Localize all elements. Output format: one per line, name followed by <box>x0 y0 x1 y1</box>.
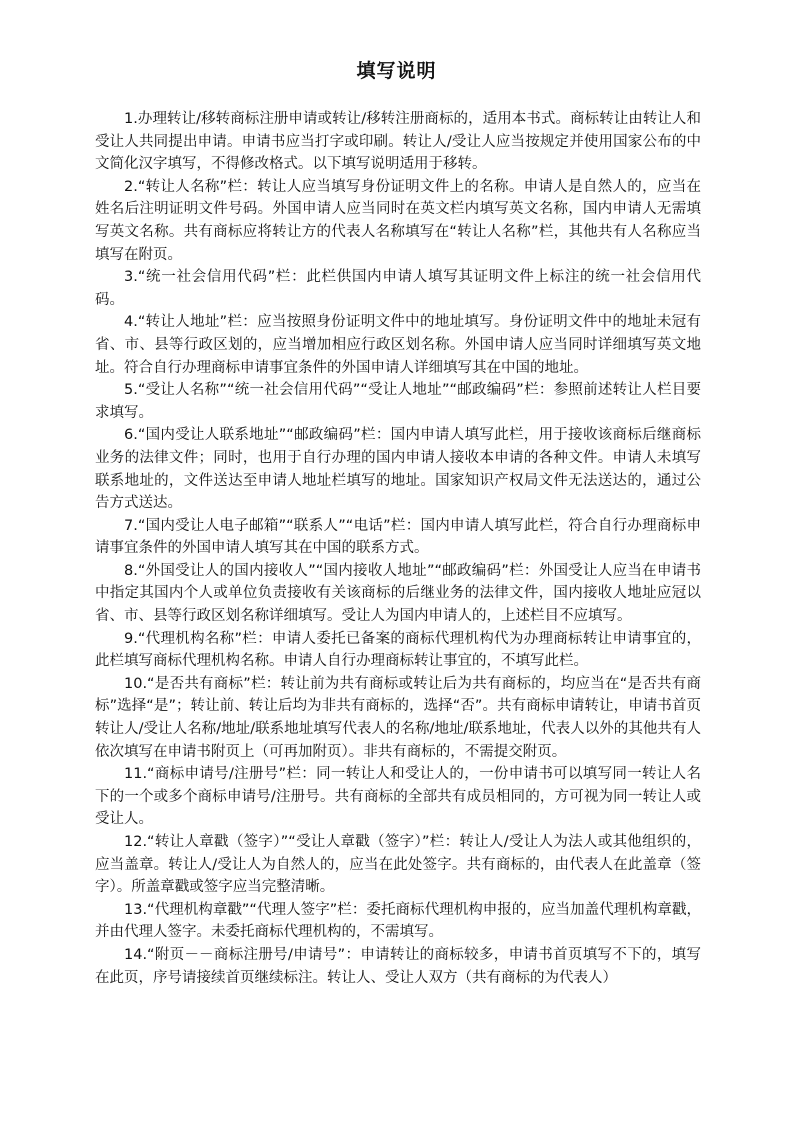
instruction-paragraph-9: 9.“代理机构名称”栏：申请人委托已备案的商标代理机构代为办理商标转让申请事宜的，此栏填写商标代理机构名称。申请人自行办理商标转让事宜的，不填写此栏。 <box>95 630 701 670</box>
instruction-paragraph-1: 1.办理转让/移转商标注册申请或转让/移转注册商标的，适用本书式。商标转让由转让人和受让人共同提出申请。申请书应当打字或印刷。转让人/受让人应当按规定并使用国家公布的中文简化汉字填写，不得修改格式。以下填写说明适用于移转。 <box>95 111 701 173</box>
instruction-paragraph-5: 5.“受让人名称”“统一社会信用代码”“受让人地址”“邮政编码”栏：参照前述转让人栏目要求填写。 <box>95 382 701 421</box>
instruction-paragraph-8: 8.“外国受让人的国内接收人”“国内接收人地址”“邮政编码”栏：外国受让人应当在申请书中指定其国内个人或单位负责接收有关该商标的后继业务的法律文件，国内接收人地址应冠以省、市、县等行政区划名称详细填写。受让人为国内申请人的，上述栏目不应填写。 <box>95 562 701 625</box>
instruction-paragraph-10: 10.“是否共有商标”栏：转让前为共有商标或转让后为共有商标的，均应当在“是否共有商标”选择“是”；转让前、转让后均为非共有商标的，选择“否”。共有商标申请转让，申请书首页转让人/受让人名称/地址/联系地址填写代表人的名称/地址/联系地址，代表人以外的其他共有人依次填写在申请书附页上（可再加附页）。非共有商标的，不需提交附页。 <box>95 675 701 760</box>
instruction-paragraph-2: 2.“转让人名称”栏：转让人应当填写身份证明文件上的名称。申请人是自然人的，应当在姓名后注明证明文件号码。外国申请人应当同时在英文栏内填写英文名称，国内申请人无需填写英文名称。共有商标应将转让方的代表人名称填写在“转让人名称”栏，其他共有人名称应当填写在附页。 <box>95 178 701 263</box>
instruction-paragraph-3: 3.“统一社会信用代码”栏：此栏供国内申请人填写其证明文件上标注的统一社会信用代码。 <box>95 269 701 308</box>
instructions-body <box>95 108 701 989</box>
instruction-paragraph-13: 13.“代理机构章戳”“代理人签字”栏：委托商标代理机构申报的，应当加盖代理机构章戳，并由代理人签字。未委托商标代理机构的，不需填写。 <box>95 901 701 941</box>
instruction-paragraph-11: 11.“商标申请号/注册号”栏：同一转让人和受让人的，一份申请书可以填写同一转让人名下的一个或多个商标申请号/注册号。共有商标的全部共有成员相同的，方可视为同一转让人或受让人。 <box>95 766 701 828</box>
instruction-paragraph-6: 6.“国内受让人联系地址”“邮政编码”栏：国内申请人填写此栏，用于接收该商标后继商标业务的法律文件；同时，也用于自行办理的国内申请人接收本申请的各种文件。申请人未填写联系地址的，文件送达至申请人地址栏填写的地址。国家知识产权局文件无法送达的，通过公告方式送达。 <box>95 427 701 512</box>
instruction-paragraph-12: 12.“转让人章戳（签字）”“受让人章戳（签字）”栏：转让人/受让人为法人或其他组织的，应当盖章。转让人/受让人为自然人的，应当在此处签字。共有商标的，由代表人在此盖章（签字）。所盖章戳或签字应当完整清晰。 <box>95 834 701 896</box>
instruction-paragraph-7: 7.“国内受让人电子邮箱”“联系人”“电话”栏：国内申请人填写此栏，符合自行办理商标申请事宜条件的外国申请人填写其在中国的联系方式。 <box>95 517 701 557</box>
instruction-paragraph-4: 4.“转让人地址”栏：应当按照身份证明文件中的地址填写。身份证明文件中的地址未冠有省、市、县等行政区划的，应当增加相应行政区划名称。外国申请人应当同时详细填写英文地址。符合自行办理商标申请事宜条件的外国申请人详细填写其在中国的地址。 <box>95 314 701 376</box>
page-title: 填写说明 <box>356 60 437 82</box>
instruction-paragraph-14: 14.“附页－－商标注册号/申请号”：申请转让的商标较多，申请书首页填写不下的，填写在此页，序号请接续首页继续标注。转让人、受让人双方（共有商标的为代表人） <box>95 946 701 986</box>
